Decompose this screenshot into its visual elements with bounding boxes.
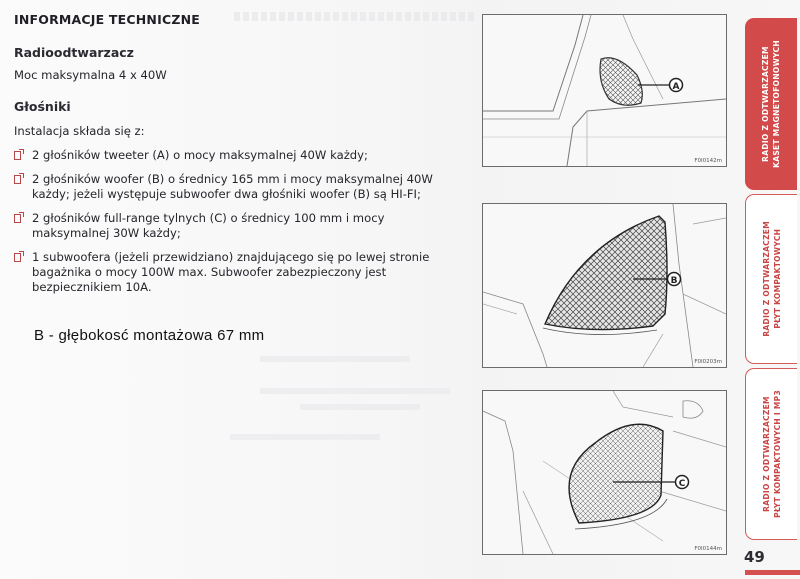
show-through-line [300, 404, 420, 410]
figure-rear-speaker [482, 390, 727, 555]
figure-code: F0I0144m [694, 546, 722, 552]
checkbox-bullet-icon [14, 253, 21, 262]
list-item-text: 2 głośników full-range tylnych (C) o średnicy 100 mm i mocy maksymalnej 30W każdy; [32, 211, 385, 240]
show-through-line [230, 434, 380, 440]
list-item [14, 211, 459, 241]
tweeter-illustration [483, 15, 726, 166]
section-heading-speakers: Głośniki [14, 99, 71, 114]
section-heading-radio: Radioodtwarzacz [14, 45, 134, 60]
tab-cd-radio[interactable] [745, 194, 797, 364]
tab-label: RADIO Z ODTWARZACZEM PŁYT KOMPAKTOWYCH I MP3 [761, 390, 782, 518]
tab-cassette-radio[interactable] [745, 18, 797, 190]
list-item-text: 2 głośników woofer (B) o średnicy 165 mm i mocy maksymalnej 40W każdy; jeżeli występuje subwoofer dwa głośniki woofer (B) są HI-FI; [32, 172, 433, 201]
list-item [14, 172, 459, 202]
list-item [14, 250, 459, 295]
list-item-text: 1 subwoofera (jeżeli przewidziano) znajdującego się po lewej stronie bagażnika o mocy 100W max. Subwoofer zabezpieczony jest bezpiecznikiem 10A. [32, 250, 430, 294]
tab-label: RADIO Z ODTWARZACZEM KASET MAGNETOFONOWYCH [761, 40, 781, 168]
show-through-line [260, 356, 410, 362]
show-through-line [260, 388, 450, 394]
list-item [14, 148, 459, 163]
figure-woofer [482, 203, 727, 368]
checkbox-bullet-icon [14, 151, 21, 160]
page-number: 49 [744, 548, 765, 566]
page-title: INFORMACJE TECHNICZNE [14, 12, 200, 27]
checkbox-bullet-icon [14, 175, 21, 184]
tab-cd-mp3-radio[interactable] [745, 368, 797, 540]
radio-power-text: Moc maksymalna 4 x 40W [14, 68, 167, 82]
callout-label: C [678, 479, 686, 489]
checkbox-bullet-icon [14, 214, 21, 223]
speakers-intro-text: Instalacja składa się z: [14, 124, 145, 138]
figure-code: F0I0142m [694, 158, 722, 164]
callout-label: B [670, 276, 678, 286]
rear-speaker-illustration [483, 391, 726, 554]
mounting-depth-note: B - głębokosć montażowa 67 mm [34, 327, 265, 344]
show-through-text [234, 12, 474, 21]
tab-label: RADIO Z ODTWARZACZEM PŁYT KOMPAKTOWYCH [761, 221, 782, 337]
woofer-illustration [483, 204, 726, 367]
list-item-text: 2 głośników tweeter (A) o mocy maksymalnej 40W każdy; [32, 148, 368, 162]
figure-tweeter [482, 14, 727, 167]
callout-label: A [672, 82, 680, 92]
figure-code: F0I0203m [694, 359, 722, 365]
page-edge-marker [745, 570, 800, 575]
